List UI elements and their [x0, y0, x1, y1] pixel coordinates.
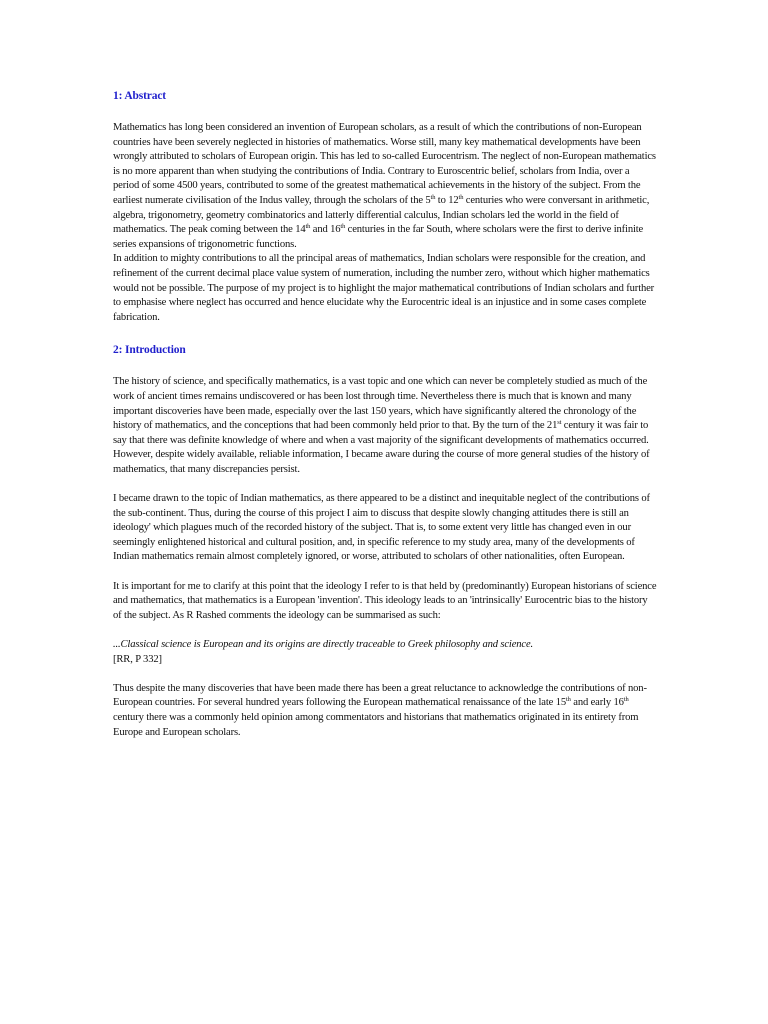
- quote-citation: [RR, P 332]: [113, 653, 162, 665]
- introduction-section: [113, 342, 658, 740]
- introduction-paragraph-1: The history of science, and specifically mathematics, is a vast topic and one which can never be completely studied as much of the work of ancient times remains undiscovered or has been lost through time. Nevertheless there is much that is known and many important discoveries have been made, especially over the last 150 years, which have significantly altered the chronology of the history of mathematics, and the conceptions that had been commonly held prior to that. By the turn of the 21st century it was fair to say that there was definite knowledge of where and when a vast majority of the significant developments of mathematics occurred. However, despite widely available, reliable information, I became aware during the course of more general studies of the history of mathematics, that many discrepancies persist.: [113, 376, 650, 475]
- quote-text: ...Classical science is European and its origins are directly traceable to Greek philosophy and science.: [113, 639, 534, 650]
- introduction-heading: 2: Introduction: [113, 344, 186, 357]
- introduction-paragraph-4: Thus despite the many discoveries that have been made there has been a great reluctance to acknowledge the contributions of non-European countries. For several hundred years following the European mathematical renaissance of the late 15th and early 16th century there was a commonly held opinion among commentators and historians that mathematics originated in its entirety from Europe and European scholars.: [113, 682, 647, 738]
- introduction-paragraph-2: I became drawn to the topic of Indian mathematics, as there appeared to be a distinct and inequitable neglect of the contributions of the sub-continent. Thus, during the course of this project I aim to discuss that despite slowly changing attitudes there is still an ideology' which plagues much of the recorded history of the subject. That is, to some extent very little has changed even in our seemingly enlightened historical and cultural position, and, in specific reference to my study area, many of the developments of Indian mathematics remain almost completely ignored, or worse, attributed to scholars of other nationalities, often European.: [113, 493, 650, 563]
- abstract-heading: 1: Abstract: [113, 90, 166, 102]
- abstract-paragraph-2: In addition to mighty contributions to all the principal areas of mathematics, Indian scholars were responsible for the creation, and refinement of the current decimal place value system of numeration, including the number zero, without which higher mathematics would not be possible. The purpose of my project is to highlight the major mathematical contributions of Indian scholars and further to emphasise where neglect has occurred and hence elucidate why the Eurocentric ideal is an injustice and in some cases complete fabrication.: [113, 253, 655, 323]
- abstract-section: [113, 88, 658, 325]
- block-quote: [113, 638, 658, 667]
- document-page: [113, 88, 658, 757]
- abstract-paragraph-1: Mathematics has long been considered an invention of European scholars, as a result of which the contributions of non-European countries have been severely neglected in histories of mathematics. Worse still, many key mathematical developments have been wrongly attributed to scholars of European origin. This has led to so-called Eurocentrism. The neglect of non-European mathematics is no more apparent than when studying the contributions of India. Contrary to Euroscentric belief, scholars from India, over a period of some 4500 years, contributed to some of the greatest mathematical achievements in the history of the subject. From the earliest numerate civilisation of the Indus valley, through the scholars of the 5th to 12th centuries who were conversant in arithmetic, algebra, trigonometry, geometry combinatorics and latterly differential calculus, Indian scholars led the world in the field of mathematics. The peak coming between the 14th and 16th centuries in the far South, where scholars were the first to derive infinite series expansions of trigonometric functions.: [113, 122, 656, 250]
- introduction-paragraph-3: It is important for me to clarify at this point that the ideology I refer to is that held by (predominantly) European historians of science and mathematics, that mathematics is a European 'invention'. This ideology leads to an 'intrinsically' Eurocentric bias to the history of the subject. As R Rashed comments the ideology can be summarised as such:: [113, 580, 657, 621]
